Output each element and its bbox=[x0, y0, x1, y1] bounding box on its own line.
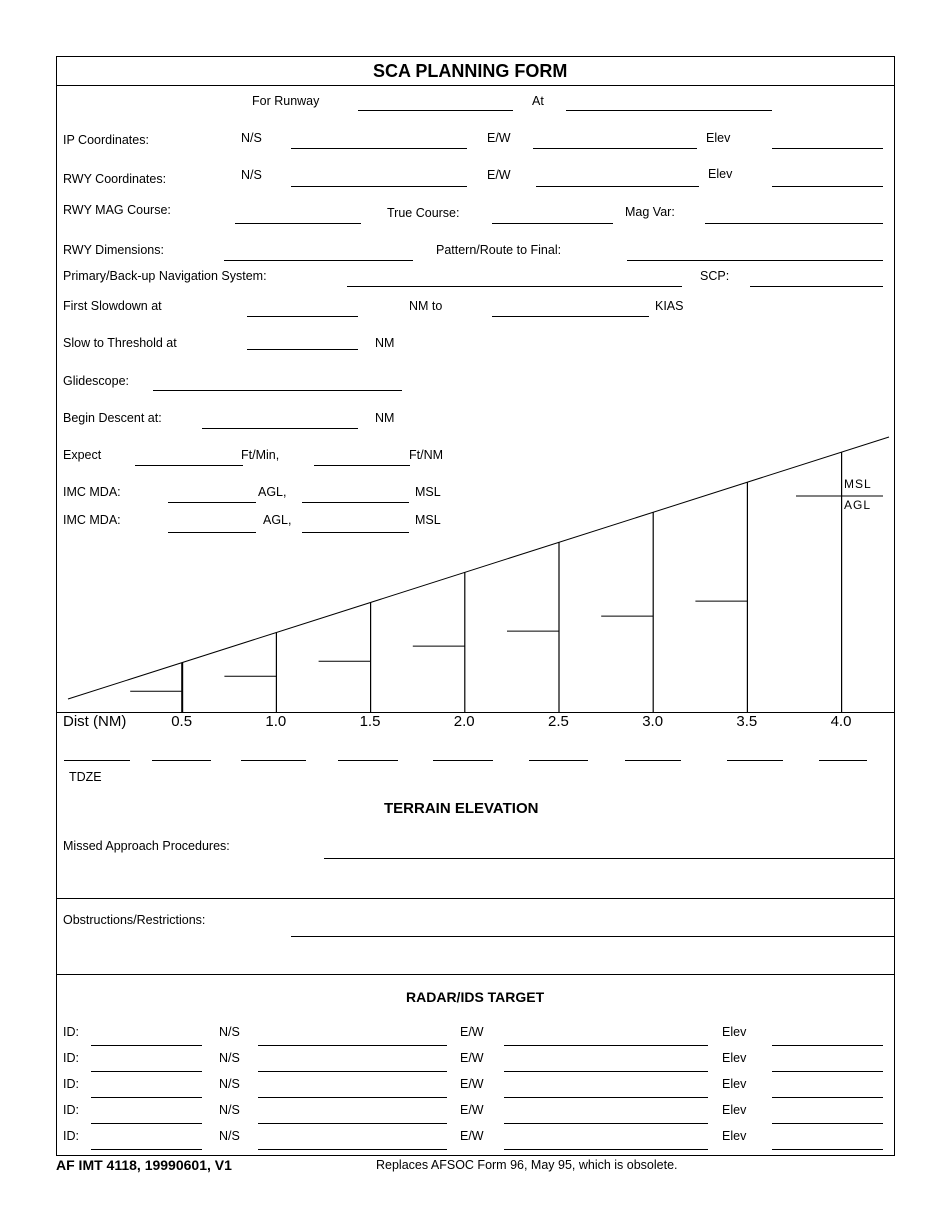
dist-tick-label: 3.0 bbox=[642, 713, 664, 730]
terrain-elevation-field[interactable] bbox=[433, 760, 493, 761]
terrain-elevation-title: TERRAIN ELEVATION bbox=[384, 800, 539, 817]
rwy-elev-label: Elev bbox=[708, 167, 733, 181]
ip-ew-label: E/W bbox=[487, 131, 511, 145]
radar-ew-field[interactable] bbox=[504, 1097, 708, 1098]
agl-label-2: AGL, bbox=[263, 513, 292, 527]
glidepath-line bbox=[68, 437, 889, 699]
rwy-mag-course-label: RWY MAG Course: bbox=[63, 203, 171, 217]
radar-elev-field[interactable] bbox=[772, 1123, 883, 1124]
radar-ew-label: E/W bbox=[460, 1129, 484, 1143]
obstructions-field[interactable] bbox=[291, 936, 895, 937]
radar-ew-label: E/W bbox=[460, 1025, 484, 1039]
dist-tick-label: 1.5 bbox=[359, 713, 381, 730]
radar-ew-label: E/W bbox=[460, 1103, 484, 1117]
kias-label: KIAS bbox=[655, 299, 684, 313]
glidescope-label: Glidescope: bbox=[63, 374, 130, 388]
radar-id-field[interactable] bbox=[91, 1097, 202, 1098]
radar-id-field[interactable] bbox=[91, 1149, 202, 1150]
dist-axis-label: Dist (NM) bbox=[63, 713, 127, 730]
radar-elev-field[interactable] bbox=[772, 1071, 883, 1072]
radar-id-label: ID: bbox=[63, 1129, 79, 1143]
radar-id-label: ID: bbox=[63, 1103, 79, 1117]
form-title: SCA PLANNING FORM bbox=[373, 61, 568, 81]
ft-nm-label: Ft/NM bbox=[409, 448, 444, 462]
scp-label: SCP: bbox=[700, 269, 730, 283]
obstructions-label: Obstructions/Restrictions: bbox=[63, 913, 206, 927]
ip-ns-label: N/S bbox=[241, 131, 262, 145]
rwy-ew-label: E/W bbox=[487, 168, 511, 182]
terrain-elevation-field[interactable] bbox=[625, 760, 681, 761]
terrain-elevation-field[interactable] bbox=[152, 760, 211, 761]
nm-to-label: NM to bbox=[409, 299, 443, 313]
radar-ew-field[interactable] bbox=[504, 1149, 708, 1150]
radar-ns-label: N/S bbox=[219, 1103, 240, 1117]
true-course-label: True Course: bbox=[387, 206, 460, 220]
radar-elev-label: Elev bbox=[722, 1103, 747, 1117]
radar-ew-label: E/W bbox=[460, 1077, 484, 1091]
obstructions-divider bbox=[56, 974, 895, 975]
radar-id-field[interactable] bbox=[91, 1123, 202, 1124]
radar-ns-label: N/S bbox=[219, 1129, 240, 1143]
radar-elev-label: Elev bbox=[722, 1025, 747, 1039]
ft-min-label: Ft/Min, bbox=[241, 448, 280, 462]
mag-var-label: Mag Var: bbox=[625, 205, 675, 219]
radar-ns-label: N/S bbox=[219, 1025, 240, 1039]
radar-id-label: ID: bbox=[63, 1051, 79, 1065]
slow-threshold-nm-label: NM bbox=[375, 336, 395, 350]
msl-label-1: MSL bbox=[415, 485, 441, 499]
chart-agl-label: AGL bbox=[844, 498, 872, 512]
chart-msl-label: MSL bbox=[844, 477, 872, 491]
radar-ns-field[interactable] bbox=[258, 1149, 447, 1150]
radar-elev-field[interactable] bbox=[772, 1097, 883, 1098]
radar-ns-field[interactable] bbox=[258, 1045, 447, 1046]
terrain-elevation-field[interactable] bbox=[529, 760, 588, 761]
missed-approach-divider bbox=[56, 898, 895, 899]
nav-system-label: Primary/Back-up Navigation System: bbox=[63, 269, 267, 283]
pattern-route-label: Pattern/Route to Final: bbox=[436, 243, 562, 257]
rwy-coordinates-label: RWY Coordinates: bbox=[63, 172, 167, 186]
radar-ew-label: E/W bbox=[460, 1051, 484, 1065]
radar-ew-field[interactable] bbox=[504, 1123, 708, 1124]
terrain-elevation-field[interactable] bbox=[338, 760, 398, 761]
radar-id-label: ID: bbox=[63, 1025, 79, 1039]
radar-elev-field[interactable] bbox=[772, 1045, 883, 1046]
slow-threshold-label: Slow to Threshold at bbox=[63, 336, 177, 350]
msl-label-2: MSL bbox=[415, 513, 441, 527]
agl-label-1: AGL, bbox=[258, 485, 287, 499]
radar-elev-label: Elev bbox=[722, 1077, 747, 1091]
expect-label: Expect bbox=[63, 448, 102, 462]
dist-tick-label: 2.5 bbox=[548, 713, 569, 730]
dist-tick-label: 4.0 bbox=[830, 713, 852, 730]
ip-coordinates-label: IP Coordinates: bbox=[63, 133, 149, 147]
dist-tick-label: 2.0 bbox=[453, 713, 475, 730]
form-id: AF IMT 4118, 19990601, V1 bbox=[56, 1157, 232, 1173]
dist-tick-label: 1.0 bbox=[265, 713, 287, 730]
radar-elev-label: Elev bbox=[722, 1129, 747, 1143]
radar-elev-field[interactable] bbox=[772, 1149, 883, 1150]
radar-ns-label: N/S bbox=[219, 1051, 240, 1065]
rwy-dimensions-label: RWY Dimensions: bbox=[63, 243, 164, 257]
begin-descent-label: Begin Descent at: bbox=[63, 411, 162, 425]
tdze-label: TDZE bbox=[69, 770, 102, 784]
radar-ew-field[interactable] bbox=[504, 1071, 708, 1072]
ip-elev-label: Elev bbox=[706, 131, 731, 145]
radar-ids-title: RADAR/IDS TARGET bbox=[406, 989, 545, 1005]
terrain-elevation-field[interactable] bbox=[727, 760, 783, 761]
terrain-elevation-field[interactable] bbox=[64, 760, 130, 761]
terrain-elevation-field[interactable] bbox=[819, 760, 867, 761]
missed-approach-field[interactable] bbox=[324, 858, 895, 859]
radar-id-field[interactable] bbox=[91, 1045, 202, 1046]
at-label: At bbox=[532, 94, 544, 108]
radar-id-field[interactable] bbox=[91, 1071, 202, 1072]
radar-ns-field[interactable] bbox=[258, 1097, 447, 1098]
radar-ns-label: N/S bbox=[219, 1077, 240, 1091]
missed-approach-label: Missed Approach Procedures: bbox=[63, 839, 230, 853]
radar-elev-label: Elev bbox=[722, 1051, 747, 1065]
radar-id-label: ID: bbox=[63, 1077, 79, 1091]
for-runway-label: For Runway bbox=[252, 94, 320, 108]
replaces-note: Replaces AFSOC Form 96, May 95, which is obsolete. bbox=[376, 1158, 678, 1172]
radar-ew-field[interactable] bbox=[504, 1045, 708, 1046]
imc-mda-label-2: IMC MDA: bbox=[63, 513, 121, 527]
dist-tick-label: 3.5 bbox=[736, 713, 758, 730]
dist-tick-label: 0.5 bbox=[171, 713, 193, 730]
radar-ns-field[interactable] bbox=[258, 1071, 447, 1072]
rwy-ns-label: N/S bbox=[241, 168, 262, 182]
terrain-elevation-field[interactable] bbox=[241, 760, 306, 761]
imc-mda-label-1: IMC MDA: bbox=[63, 485, 121, 499]
radar-ns-field[interactable] bbox=[258, 1123, 447, 1124]
first-slowdown-label: First Slowdown at bbox=[63, 299, 162, 313]
begin-descent-nm-label: NM bbox=[375, 411, 395, 425]
